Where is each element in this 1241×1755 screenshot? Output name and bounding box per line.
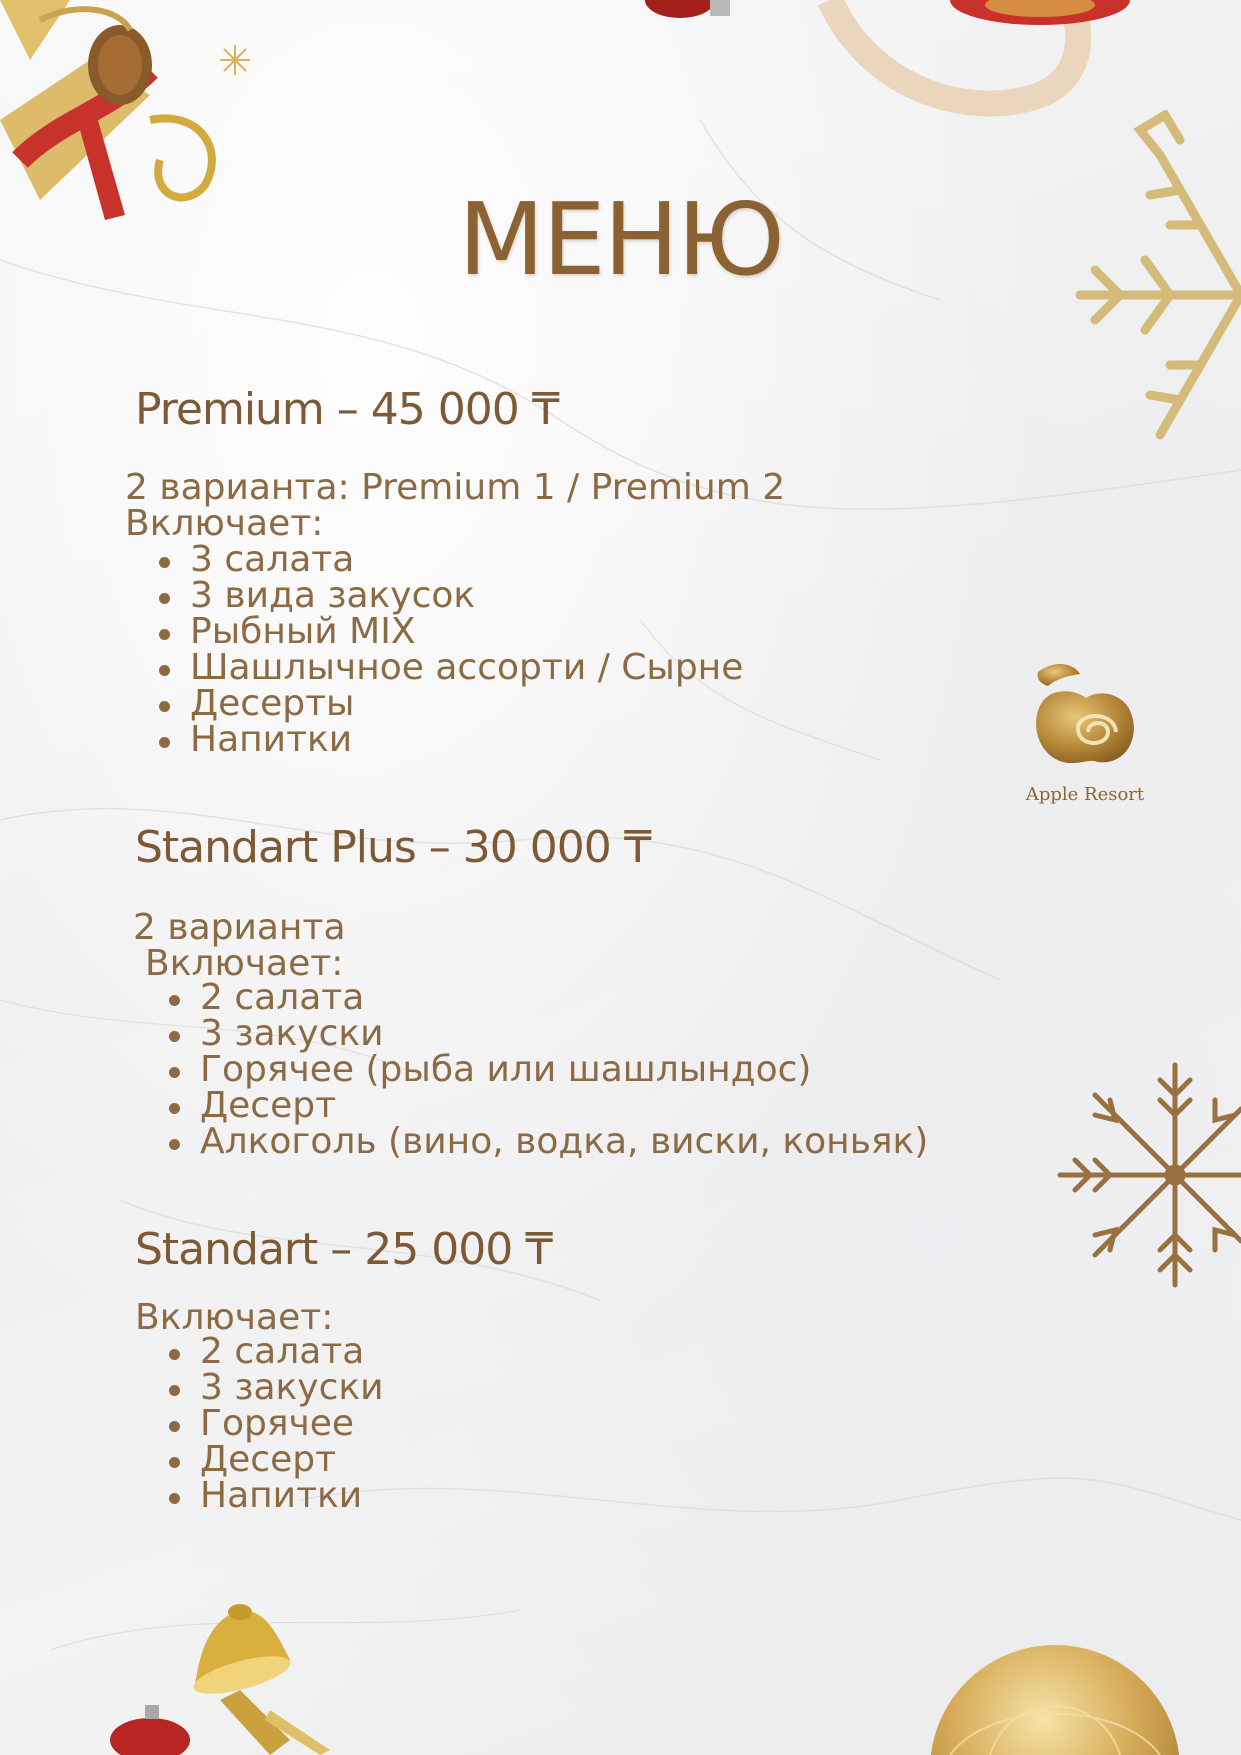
list-item: 2 салата [165,980,928,1016]
standart-plus-items-list [165,977,929,1162]
standart-items-list [165,1331,384,1516]
snowflake-glitter-icon [1060,110,1241,480]
premium-items-list [155,539,744,760]
apple-resort-logo [1018,662,1152,812]
list-item: Горячее [165,1406,384,1442]
premium-includes: Включает: [125,503,324,544]
ball-ornament-icon [930,1640,1180,1755]
list-item: Напитки [155,722,743,758]
list-item: Десерт [165,1088,928,1124]
bell-ornament-icon [90,1590,390,1755]
list-item: 3 салата [155,542,743,578]
list-item: Рыбный MIX [155,614,743,650]
list-item: Алкоголь (вино, водка, виски, коньяк) [165,1124,928,1160]
list-item: Десерт [165,1442,384,1478]
list-item: 3 закуски [165,1370,384,1406]
list-item: Напитки [165,1478,384,1514]
apple-logo-icon [1018,662,1152,782]
standart-heading: Standart – 25 000 ₸ [135,1224,553,1275]
standart-includes: Включает: [135,1297,334,1338]
list-item: 3 вида закусок [155,578,743,614]
standart-plus-heading: Standart Plus – 30 000 ₸ [135,822,651,873]
list-item: Десерты [155,686,743,722]
snowflake-icon [1055,1060,1241,1290]
standart-plus-variants: 2 варианта [133,907,346,948]
premium-heading: Premium – 45 000 ₸ [135,384,559,435]
brand-name: Apple Resort [1025,784,1145,805]
premium-variants: 2 варианта: Premium 1 / Premium 2 [125,467,786,508]
standart-plus-includes: Включает: [145,943,344,984]
list-item: Шашлычное ассорти / Сырне [155,650,743,686]
list-item: Горячее (рыба или шашлындос) [165,1052,928,1088]
list-item: 2 салата [165,1334,384,1370]
page-title: МЕНЮ [458,181,783,298]
list-item: 3 закуски [165,1016,928,1052]
ornament-top-ribbon [640,0,1160,120]
